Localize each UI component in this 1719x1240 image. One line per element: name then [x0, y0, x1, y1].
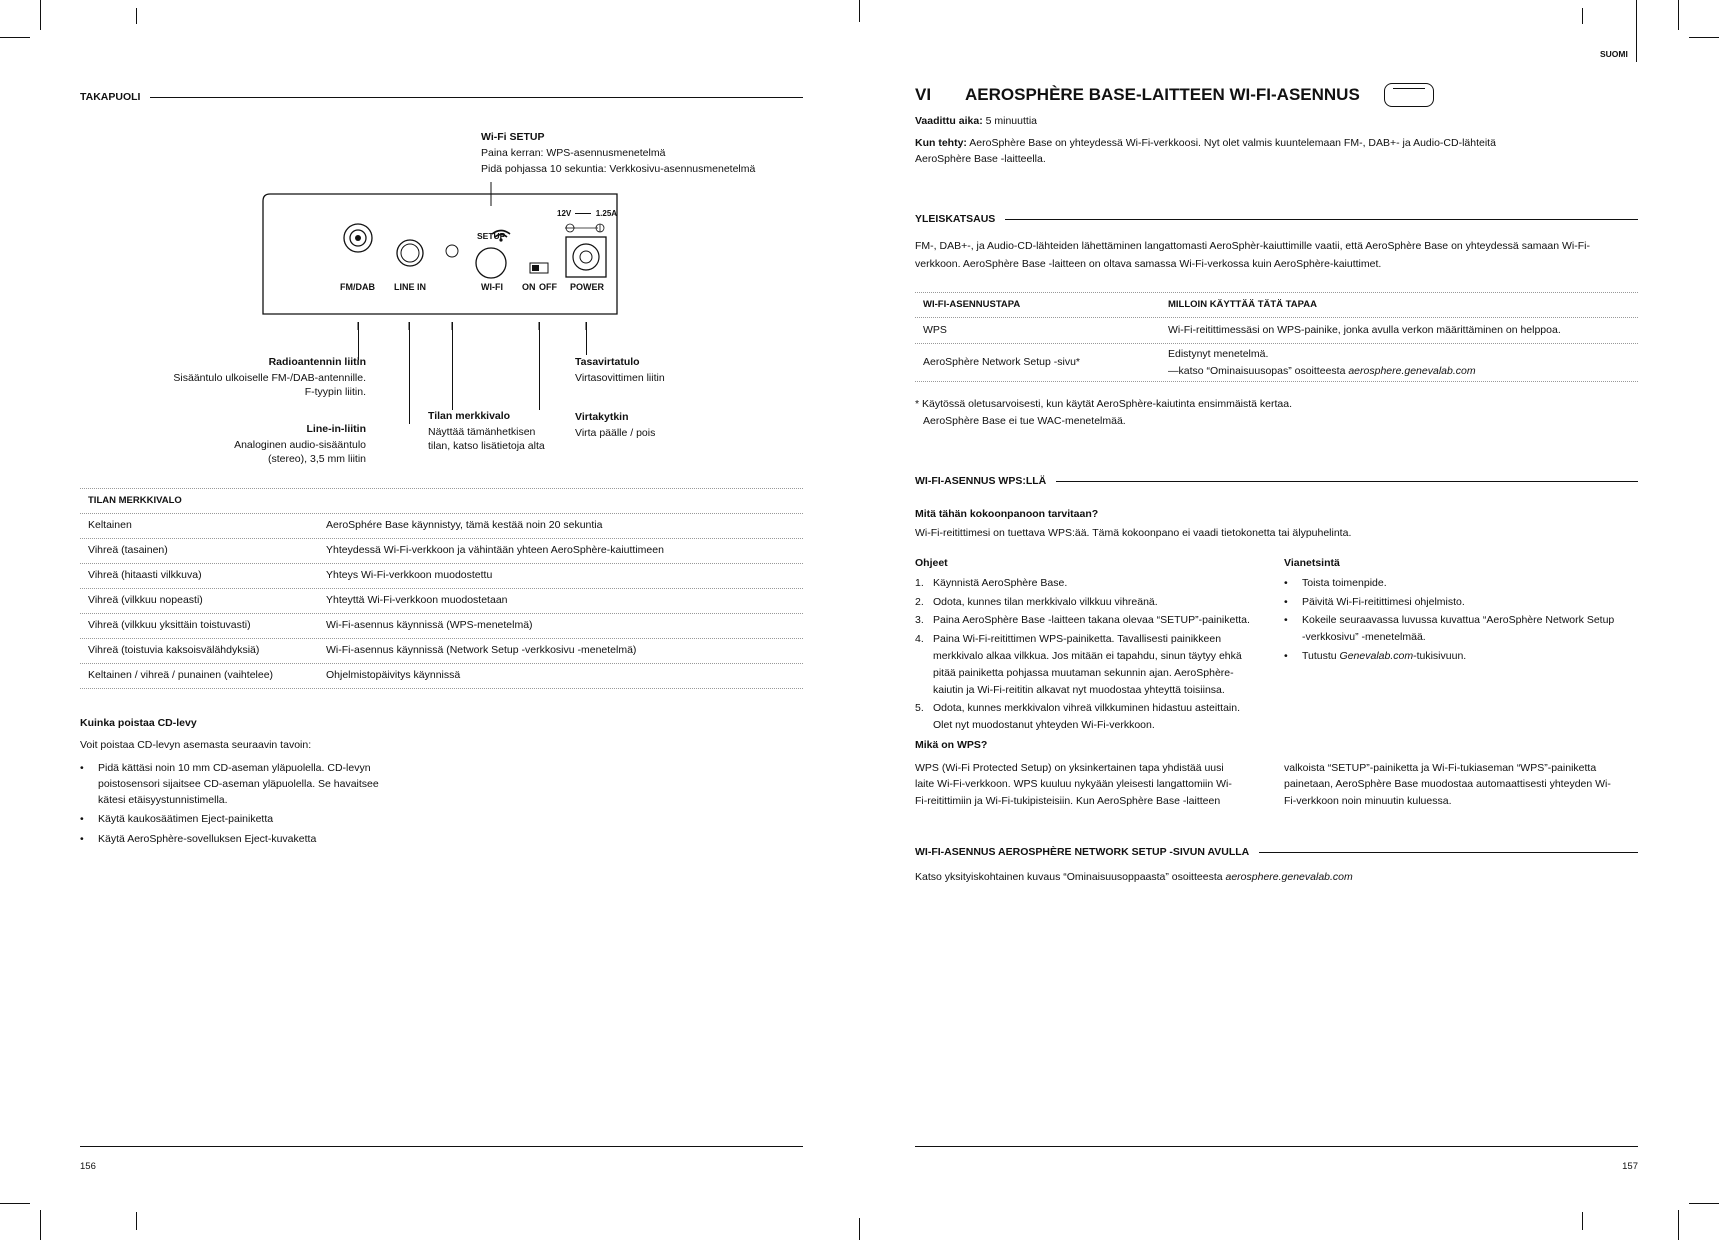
callout-line: Virtasovittimen liitin: [575, 371, 665, 384]
panel-label-setup: SETUP: [477, 231, 506, 241]
when-done-text: AeroSphère Base -laitteella.: [915, 152, 1046, 165]
list-item: • Käytä kaukosäätimen Eject-painiketta: [80, 811, 460, 827]
table-row: [915, 344, 1638, 381]
list-item: 1. Käynnistä AeroSphère Base.: [915, 576, 1068, 589]
status-meaning: Yhteys Wi-Fi-verkkoon muodostettu: [326, 569, 493, 582]
language-label: SUOMI: [1600, 49, 1628, 59]
section-title: YLEISKATSAUS: [915, 213, 996, 225]
callout-line: Sisääntulo ulkoiselle FM-/DAB-antennille.: [173, 371, 366, 384]
step-text: Käynnistä AeroSphère Base.: [933, 576, 1068, 589]
callout-switch: [575, 410, 755, 442]
rear-panel-diagram: [260, 180, 620, 330]
status-meaning: Yhteyttä Wi-Fi-verkkoon muodostetaan: [326, 594, 508, 607]
method-when: Edistynyt menetelmä.: [1168, 347, 1269, 360]
table-row: [80, 539, 803, 563]
list-item-line: • Pidä kättäsi noin 10 mm CD-aseman yläpuolella. CD-levyn: [98, 761, 371, 774]
section-header-network-setup: [915, 845, 1638, 861]
status-table-header: TILAN MERKKIVALO: [88, 495, 182, 506]
chapter-title: AEROSPHÈRE BASE-LAITTEEN WI-FI-ASENNUS: [965, 85, 1360, 104]
overview-text: [915, 238, 1638, 274]
status-meaning: Yhteydessä Wi-Fi-verkkoon ja vähintään yhteen AeroSphère-kaiuttimeen: [326, 544, 664, 557]
steps-list: [915, 575, 1275, 734]
section-title: WI-FI-ASENNUS WPS:LLÄ: [915, 475, 1047, 487]
when-done: [915, 136, 1635, 168]
callout-leader: [452, 322, 453, 410]
table-row: [80, 614, 803, 638]
chapter-number: VI: [915, 85, 932, 104]
list-item-line: Tutustu: [1302, 649, 1340, 662]
step-text: Odota, kunnes tilan merkkivalo vilkkuu vihreänä.: [933, 595, 1158, 608]
section-header-wps: [915, 474, 1638, 490]
section-title: WI-FI-ASENNUS AEROSPHÈRE NETWORK SETUP -SIVUN AVULLA: [915, 846, 1250, 858]
paragraph-line: Fi-reitittimiin ja Wi-Fi-tukipisteisiin. Kun AeroSphère Base -laitteen: [915, 794, 1221, 807]
callout-line: Paina kerran: WPS-asennusmenetelmä: [481, 146, 666, 159]
callout-line: Analoginen audio-sisääntulo: [234, 438, 366, 451]
method-table: [915, 292, 1638, 382]
list-item-line: -verkkosivu” -menetelmää.: [1302, 631, 1426, 644]
paragraph-line: valkoista “SETUP”-painiketta ja Wi-Fi-tukiaseman “WPS”-painiketta: [1284, 762, 1597, 774]
cd-section: [80, 716, 460, 847]
callout-line: Näyttää tämänhetkisen: [428, 425, 536, 438]
table-row: [80, 564, 803, 588]
list-item: [1284, 648, 1644, 665]
list-item: 4. Paina Wi-Fi-reitittimen WPS-painiketta. Tavallisesti painikkeen merkkivalo alkaa vilkkua. Jos mitään ei tapahdu, sinun täytyy ehkä pitää painiketta pohjassa muutaman sekunnin ajan. AeroSphère- kaiutin ja Wi-Fi-reititin alkavat nyt muodostaa yhteyttä toisiinsa.: [915, 631, 1275, 698]
chapter-heading: [915, 82, 1434, 108]
section-header-overview: [915, 212, 1638, 228]
page-number-left: 156: [80, 1161, 96, 1172]
list-item: [80, 760, 460, 809]
table-row: [80, 664, 803, 688]
steps-title: Ohjeet: [915, 557, 948, 569]
status-meaning: Ohjelmistopäivitys käynnissä: [326, 669, 461, 682]
status-state: Vihreä (hitaasti vilkkuva): [88, 569, 202, 582]
status-state: Keltainen / vihreä / punainen (vaihtelee): [88, 669, 274, 682]
callout-title: Radioantennin liitin: [268, 356, 366, 368]
footnote-line: * Käytössä oletusarvoisesti, kun käytät AeroSphère-kaiutinta ensimmäistä kertaa.: [915, 398, 1293, 410]
step-text: Olet nyt muodostanut yhteyden Wi-Fi-verkkoon.: [933, 719, 1155, 732]
panel-label-line-in: LINE IN: [394, 282, 427, 292]
callout-status: [428, 409, 588, 453]
list-item-line: kätesi etäisyystunnistimella.: [98, 794, 228, 807]
step-text: Odota, kunnes merkkivalon vihreä vilkkuminen hidastuu asteittain.: [933, 702, 1240, 715]
what-is-wps-col2: [1284, 760, 1644, 809]
method-name: AeroSphère Network Setup -sivu*: [923, 355, 1080, 368]
troubleshooting-title: Vianetsintä: [1284, 557, 1340, 569]
section-header-takapuoli: [80, 90, 803, 106]
wps-question: Mitä tähän kokoonpanoon tarvitaan?: [915, 508, 1099, 520]
status-meaning: Wi-Fi-asennus käynnissä (Network Setup -verkkosivu -menetelmä): [326, 644, 637, 657]
step-text: merkkivalo alkaa vilkkua. Jos mitään ei tapahdu, sinun täytyy ehkä: [933, 649, 1242, 662]
list-item: • Päivitä Wi-Fi-reitittimesi ohjelmisto.: [1284, 594, 1644, 611]
wifi-setup-callout: [481, 130, 821, 177]
panel-label-off: OFF: [539, 282, 557, 292]
list-item: 5. Odota, kunnes merkkivalon vihreä vilkkuminen hidastuu asteittain. Olet nyt muodostanut yhteyden Wi-Fi-verkkoon.: [915, 700, 1275, 734]
cd-title: Kuinka poistaa CD-levy: [80, 717, 197, 729]
callout-title: Wi-Fi SETUP: [481, 131, 545, 143]
paragraph-line: WPS (Wi-Fi Protected Setup) on yksinkertainen tapa yhdistää uusi: [915, 762, 1224, 774]
status-state: Vihreä (tasainen): [88, 544, 168, 557]
list-item: [1284, 612, 1644, 646]
callout-line: (stereo), 3,5 mm liitin: [267, 452, 366, 465]
table-row: [915, 318, 1638, 343]
panel-label-fm-dab: FM/DAB: [340, 282, 375, 292]
overview-line: verkkoon. AeroSphère Base -laitteen on oltava samassa Wi-Fi-verkossa kuin AeroSphère-kaiuttimet.: [915, 257, 1382, 270]
callout-radio: [100, 355, 366, 399]
wps-answer: Wi-Fi-reitittimesi on tuettava WPS:ää. Tämä kokoonpano ei vaadi tietokonetta tai älypuhelinta.: [915, 527, 1352, 539]
table-row: [80, 589, 803, 613]
method-col-header: MILLOIN KÄYTTÄÄ TÄTÄ TAPAA: [1168, 298, 1317, 310]
list-item: 2. Odota, kunnes tilan merkkivalo vilkkuu vihreänä.: [915, 595, 1158, 608]
network-setup-line: Katso yksityiskohtainen kuvaus “Ominaisuusoppaasta” osoitteesta: [915, 871, 1226, 883]
status-state: Vihreä (toistuvia kaksoisvälähdyksiä): [88, 644, 260, 657]
callout-title: Line-in-liitin: [306, 423, 366, 435]
callout-title: Tilan merkkivalo: [428, 410, 511, 422]
status-meaning: AeroSphére Base käynnistyy, tämä kestää noin 20 sekuntia: [326, 519, 603, 532]
status-table-body: [80, 513, 803, 689]
list-item: 3. Paina AeroSphère Base -laitteen takana olevaa “SETUP”-painiketta.: [915, 614, 1250, 627]
page-number-right: 157: [1622, 1161, 1638, 1172]
paragraph-line: laite Wi-Fi-verkkoon. WPS kuuluu nykyään yleisesti langattomiin Wi-: [915, 778, 1232, 791]
step-text: Paina AeroSphère Base -laitteen takana olevaa “SETUP”-painiketta.: [933, 614, 1250, 627]
status-table: [80, 488, 803, 689]
status-state: Vihreä (vilkkuu yksittäin toistuvasti): [88, 619, 251, 632]
overview-line: FM-, DAB+-, ja Audio-CD-lähteiden lähettäminen langattomasti AeroSphèr-kaiuttimille vaatii, että AeroSphère Base on yhteydessä samaan Wi-Fi-: [915, 240, 1590, 252]
method-when: Wi-Fi-reitittimessäsi on WPS-painike, jonka avulla verkon määrittäminen on helppoa.: [1168, 323, 1561, 336]
callout-leader: [409, 322, 410, 424]
wps-troubleshooting: [1284, 555, 1644, 665]
callout-title: Tasavirtatulo: [575, 356, 640, 368]
status-meaning: Wi-Fi-asennus käynnissä (WPS-menetelmä): [326, 619, 533, 632]
list-item: • Toista toimenpide.: [1284, 575, 1644, 592]
wps-steps: [915, 555, 1275, 734]
table-row: [80, 514, 803, 538]
what-is-wps-title: Mikä on WPS?: [915, 739, 988, 751]
callout-leader: [586, 322, 587, 355]
list-item: • Käytä AeroSphère-sovelluksen Eject-kuvaketta: [80, 831, 460, 847]
callout-dc: [575, 355, 755, 387]
when-done-label: Kun tehty:: [915, 137, 967, 149]
step-text: Paina Wi-Fi-reitittimen WPS-painiketta. Tavallisesti painikkeen: [933, 633, 1222, 646]
troubleshooting-list: [1284, 575, 1644, 665]
required-time-label: Vaadittu aika:: [915, 115, 983, 127]
method-link[interactable]: aerosphere.genevalab.com: [1348, 364, 1476, 377]
callout-linein: [100, 422, 366, 466]
table-row: [80, 639, 803, 663]
method-when: —katso “Ominaisuusopas” osoitteesta: [1168, 364, 1349, 377]
callout-line: F-tyypin liitin.: [304, 385, 366, 398]
callout-title: Virtakytkin: [575, 411, 629, 423]
panel-label-on: ON: [522, 282, 536, 292]
network-setup-link[interactable]: aerosphere.genevalab.com: [1225, 871, 1353, 883]
step-text: pitää painiketta pohjassa muutaman sekunnin ajan. AeroSphère-: [933, 666, 1234, 679]
required-time: [915, 114, 1037, 130]
network-setup-text: [915, 870, 1353, 886]
cd-list: [80, 760, 460, 847]
footer-rule-right: [915, 1146, 1638, 1147]
panel-label-power: POWER: [570, 282, 605, 292]
list-item-line: poistosensori sijaitsee CD-aseman yläpuolella. Se havaitsee: [98, 777, 379, 790]
method-col-header: WI-FI-ASENNUSTAPA: [923, 298, 1021, 310]
current-label: 1.25A: [595, 209, 618, 218]
voltage-label: 12V: [557, 209, 572, 218]
panel-label-voltage: [557, 210, 617, 218]
list-item-line: • Kokeile seuraavassa luvussa kuvattua “AeroSphère Network Setup: [1302, 614, 1615, 627]
status-state: Vihreä (vilkkuu nopeasti): [88, 594, 203, 607]
footnote-line: AeroSphère Base ei tue WAC-menetelmää.: [923, 414, 1126, 427]
required-time-value: 5 minuuttia: [985, 115, 1037, 127]
callout-leader: [539, 322, 540, 410]
support-link[interactable]: Genevalab.com: [1339, 649, 1414, 662]
cd-intro: Voit poistaa CD-levyn asemasta seuraavin tavoin:: [80, 738, 312, 751]
section-title: TAKAPUOLI: [80, 91, 141, 103]
step-text: kaiutin ja Wi-Fi-reititin alkavat nyt muodostaa yhteyttä toisiinsa.: [933, 683, 1225, 696]
list-item-line: -tukisivuun.: [1413, 649, 1467, 662]
method-name: WPS: [923, 323, 947, 336]
footer-rule-left: [80, 1146, 803, 1147]
status-state: Keltainen: [88, 519, 132, 532]
when-done-text: AeroSphère Base on yhteydessä Wi-Fi-verkkoosi. Nyt olet valmis kuuntelemaan FM-, DAB+- ja Audio-CD-lähteitä: [969, 137, 1496, 149]
callout-line: tilan, katso lisätietoja alta: [428, 439, 545, 452]
paragraph-line: Fi-verkkoon noin minuutin kuluessa.: [1284, 794, 1452, 807]
callout-line: Pidä pohjassa 10 sekuntia: Verkkosivu-asennusmenetelmä: [481, 162, 756, 175]
callout-line: Virta päälle / pois: [575, 426, 656, 439]
device-icon: [1384, 83, 1434, 107]
footnote: [915, 396, 1638, 430]
paragraph-line: painetaan, AeroSphère Base muodostaa automaattisesti yhteyden Wi-: [1284, 778, 1611, 791]
what-is-wps-col1: [915, 760, 1275, 809]
panel-label-wifi: WI-FI: [481, 282, 503, 292]
